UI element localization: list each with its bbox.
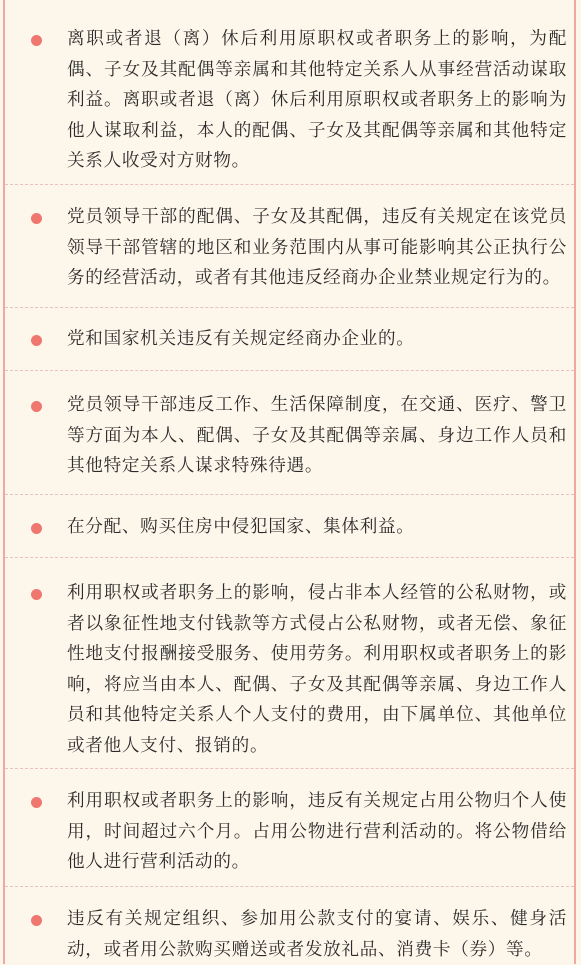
dashed-divider [5, 370, 574, 371]
bullet-dot-icon [31, 335, 42, 346]
list-item-text: 党和国家机关违反有关规定经商办企业的。 [67, 329, 415, 349]
list-item-text: 违反有关规定组织、参加用公款支付的宴请、娱乐、健身活动，或者用公款购买赠送或者发放礼品、消费卡（券）等。 [67, 909, 567, 960]
dashed-divider [5, 494, 574, 495]
content-frame [3, 0, 576, 964]
dashed-divider [5, 184, 574, 185]
bullet-dot-icon [31, 523, 42, 534]
bullet-dot-icon [31, 915, 42, 926]
dashed-divider [5, 768, 574, 769]
dashed-divider [5, 307, 574, 308]
bullet-dot-icon [31, 797, 42, 808]
dashed-divider [5, 886, 574, 887]
list-item-text: 在分配、购买住房中侵犯国家、集体利益。 [67, 517, 415, 537]
bullet-dot-icon [31, 213, 42, 224]
bullet-dot-icon [31, 35, 42, 46]
list-item-text: 离职或者退（离）休后利用原职权或者职务上的影响，为配偶、子女及其配偶等亲属和其他特定关系人从事经营活动谋取利益。离职或者退（离）休后利用原职权或者职务上的影响为他人谋取利益，本人的配偶、子女及其配偶等亲属和其他特定关系人收受对方财物。 [67, 29, 567, 171]
list-item-text: 党员领导干部违反工作、生活保障制度，在交通、医疗、警卫等方面为本人、配偶、子女及其配偶等亲属、身边工作人员和其他特定关系人谋求特殊待遇。 [67, 395, 567, 476]
bullet-dot-icon [31, 589, 42, 600]
bullet-dot-icon [31, 401, 42, 412]
list-item-text: 党员领导干部的配偶、子女及其配偶，违反有关规定在该党员领导干部管辖的地区和业务范围内从事可能影响其公正执行公务的经营活动，或者有其他违反经商办企业禁业规定行为的。 [67, 207, 567, 288]
list-item-text: 利用职权或者职务上的影响，违反有关规定占用公物归个人使用，时间超过六个月。占用公物进行营利活动的。将公物借给他人进行营利活动的。 [67, 791, 567, 872]
dashed-divider [5, 557, 574, 558]
list-item-text: 利用职权或者职务上的影响，侵占非本人经管的公私财物，或者以象征性地支付钱款等方式侵占公私财物，或者无偿、象征性地支付报酬接受服务、使用劳务。利用职权或者职务上的影响，将应当由本人、配偶、子女及其配偶等亲属、身边工作人员和其他特定关系人个人支付的费用，由下属单位、其他单位或者他人支付、报销的。 [67, 583, 567, 756]
